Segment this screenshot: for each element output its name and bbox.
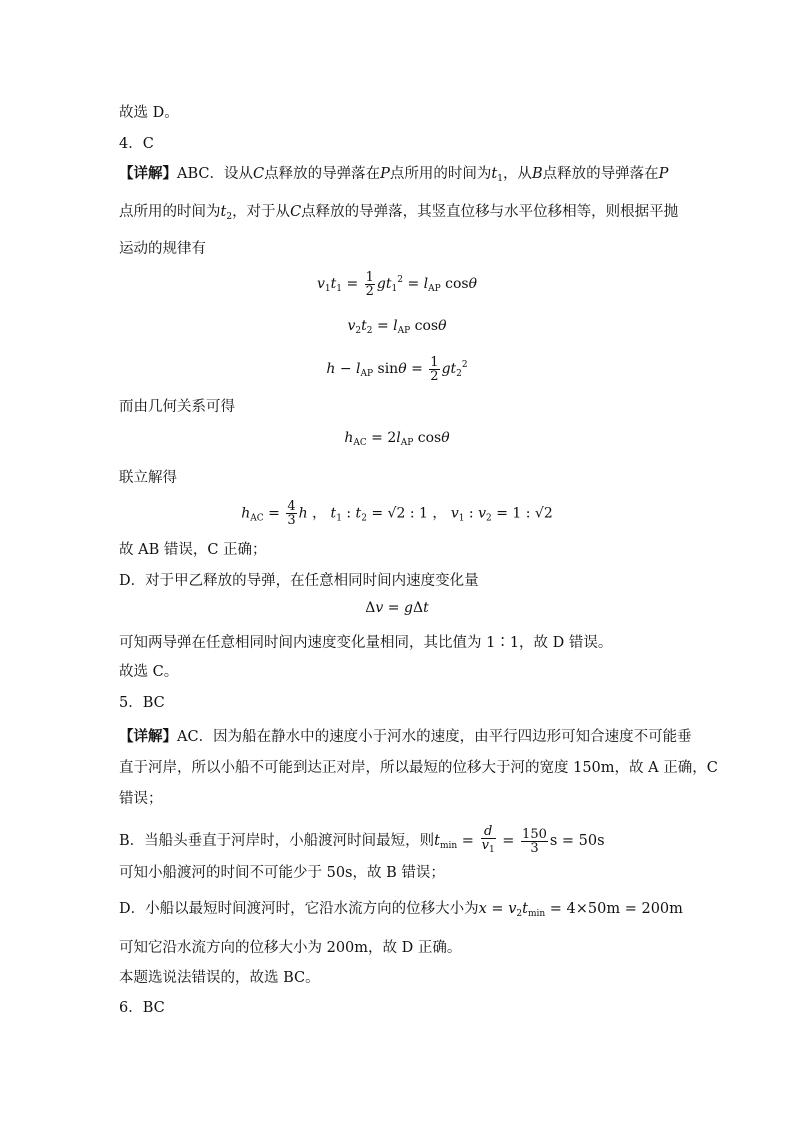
q4-line-2: 点所用的时间为$t_2$，对于从C点释放的导弹落，其竖直位移与水平位移相等，则根据平抛 [119,204,679,222]
q5-line-6: D．小船以最短时间渡河时，它沿水流方向的位移大小为$x = v_2t_{min} = 4\times 50m = 200m$ [119,901,683,919]
q5-line-5: 可知小船渡河的时间不可能少于 50s，故 B 错误； [119,865,445,881]
equation-3: $h - l_{AP}$ sinθ = $\frac{1}{2}$ $gt_2^2$ [326,354,468,384]
q4-line-8: 可知两导弹在任意相同时间内速度变化量相同，其比值为 1∶1，故 D 错误。 [119,635,613,651]
question-number-q6: 6．BC [119,1000,165,1016]
q5-line-7: 可知它沿水流方向的位移大小为 200m，故 D 正确。 [119,940,462,956]
question-number-q5: 5．BC [119,695,165,711]
equation-5: $h_{AC}$ = $\frac{4}{3}$ h ， $t_1$ : $t_2 = √2$ : 1 ， $v_1$ : $v_2 = 1$ : √2 [241,499,553,528]
equation-4: $h_{AC} = 2l_{AP}$ cosθ [344,430,450,448]
equation-6: Δv = gΔt [365,600,429,616]
q5-line-1: 【详解】AC．因为船在静水中的速度小于河水的速度，由平行四边形可知合速度不可能垂 [119,728,692,745]
answer-conclusion-q3: 故选 D。 [119,105,179,121]
q5-line-4: B．当船头垂直于河岸时，小船渡河时间最短，则$t_{min}$ = $\frac{d}{v_1}$ = $\frac{150}{3}$ s = 50s [119,824,605,856]
q5-line-2: 直于河岸，所以小船不可能到达正对岸，所以最短的位移大于河的宽度 150m，故 A 正确，C [119,760,718,776]
q4-line-1: 【详解】ABC．设从C点释放的导弹落在P点所用的时间为$t_1$，从B点释放的导弹落在P [119,165,669,184]
q4-line-7: D．对于甲乙释放的导弹，在任意相同时间内速度变化量 [119,573,479,589]
q5-line-3: 错误； [119,791,163,807]
detail-tag: 【详解】 [119,165,177,182]
q5-line-8: 本题选说法错误的，故选 BC。 [119,970,320,986]
equation-2: $v_2t_2 = l_{AP}$ cosθ [347,318,447,336]
question-number-q4: 4．C [119,136,154,152]
q4-line-3: 运动的规律有 [119,241,206,257]
q4-line-9: 故选 C。 [119,664,179,680]
q4-line-6: 故 AB 错误，C 正确； [119,542,267,558]
q4-line-5: 联立解得 [119,470,177,486]
q4-line-4: 而由几何关系可得 [119,399,235,415]
equation-1: $v_1t_1$ = $\frac{1}{2}$ $gt_1^2 = l_{AP}$ cosθ [316,269,478,299]
detail-tag: 【详解】 [119,728,177,745]
